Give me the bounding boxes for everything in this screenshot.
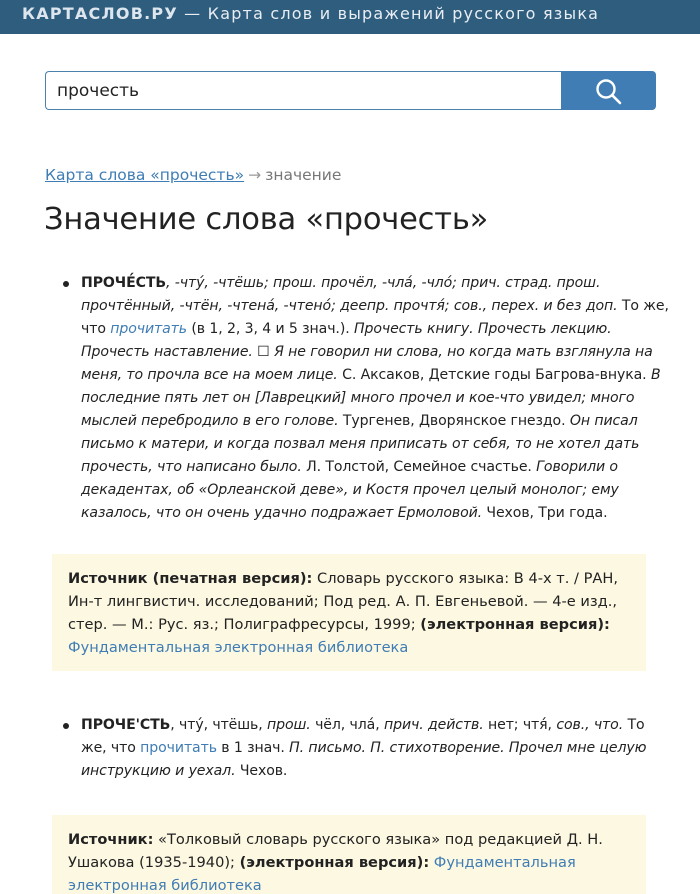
search-bar — [45, 71, 656, 110]
source-box-2 — [52, 815, 646, 894]
top-header — [0, 0, 700, 34]
entry1-author-2: Тургенев, Дворянское гнездо. — [338, 413, 570, 429]
entry1-author-4: Чехов, Три года. — [482, 505, 608, 521]
entry1-same-as: То же, что — [81, 298, 669, 337]
entry1-quote-2: В последние пять лет он [Лаврецкий] много прочел и кое-что увидел; много мыслей перебродило в его голове. — [81, 367, 661, 429]
entry2-forms-1: , чту́, чтёшь, — [170, 717, 268, 733]
entry1-examples: Прочесть книгу. Прочесть лекцию. Прочесть наставление. — [81, 321, 612, 360]
entry1-grammar: прош. прочёл, -чла́, -чло́; прич. страд. прош. прочтённый, -чтён, -чтена́, -чтено́; деепр. прочтя́; сов., перех. и без доп. — [81, 275, 618, 314]
entry2-link-note: в 1 знач. — [216, 740, 290, 756]
entry1-quote-4: Говорили о декадентах, об «Орлеанской деве», и Костя прочел целый монолог; ему казалось, что он очень удачно подражает Ермоловой. — [81, 459, 619, 521]
breadcrumb-current: значение — [265, 166, 342, 184]
search-input[interactable] — [45, 71, 562, 110]
entry2-link-prochitat[interactable]: прочитать — [140, 740, 217, 756]
source1-label-print: Источник (печатная версия): — [68, 570, 313, 587]
entry1-headword: ПРОЧЕ́СТЬ — [81, 275, 167, 291]
entry2-examples: П. письмо. П. стихотворение. Прочел мне целую инструкцию и уехал. — [81, 740, 647, 779]
source2-library-link[interactable]: Фундаментальная электронная библиотека — [68, 854, 576, 894]
site-tagline: — Карта слов и выражений русского языка — [177, 4, 600, 23]
entry1-square: ☐ — [252, 344, 275, 360]
entry1-link-prochitat[interactable]: прочитать — [110, 321, 187, 337]
page-title: Значение слова «прочесть» — [44, 202, 489, 237]
source2-text: «Толковый словарь русского языка» под редакцией Д. Н. Ушакова (1935-1940); — [68, 831, 603, 871]
search-icon — [595, 78, 622, 105]
entry2-past-label: прош. — [267, 717, 311, 733]
definition-entry-1 — [81, 272, 671, 525]
site-brand[interactable] — [22, 4, 599, 23]
entry1-forms: , -чту́, -чтёшь; — [166, 275, 274, 291]
breadcrumb-link-word-map[interactable]: Карта слова «прочесть» — [45, 166, 245, 184]
entry2-same-as: То же, что — [81, 717, 645, 756]
entry2-participle-label: прич. действ. — [383, 717, 484, 733]
source2-label-electronic: (электронная версия): — [239, 854, 430, 871]
entry1-author-1: С. Аксаков, Детские годы Багрова-внука. — [337, 367, 651, 383]
entry2-author: Чехов. — [235, 763, 288, 779]
source2-label: Источник: — [68, 831, 154, 848]
source1-text: Словарь русского языка: В 4-х т. / РАН, Ин-т лингвистич. исследований; Под ред. А. П. Евгеньевой. — 4-е изд., стер. — М.: Рус. яз.; Полиграфресурсы, 1999; — [68, 570, 619, 633]
breadcrumb-arrow: → — [248, 166, 262, 184]
definition-entry-2 — [81, 714, 671, 783]
search-button[interactable] — [561, 71, 656, 110]
source1-library-link[interactable]: Фундаментальная электронная библиотека — [68, 639, 409, 656]
entry2-headword: ПРОЧЕ'СТЬ — [81, 717, 171, 733]
entry1-quote-3: Он писал письмо к матери, и когда позвал меня приписать от себя, то не хотел дать прочесть, что написано было. — [81, 413, 640, 475]
entry1-quote-1: Я не говорил ни слова, но когда мать взглянула на меня, то прочла все на моем лице. — [81, 344, 653, 383]
source-box-1 — [52, 554, 646, 671]
site-name[interactable]: КАРТАСЛОВ.РУ — [22, 4, 178, 23]
entry2-forms-2: чёл, чла́, — [310, 717, 384, 733]
entry2-forms-3: нет; чтя́, — [483, 717, 557, 733]
breadcrumb — [45, 166, 341, 184]
entry2-aspect: сов., что. — [556, 717, 624, 733]
entry1-author-3: Л. Толстой, Семейное счастье. — [301, 459, 537, 475]
entry1-link-note: (в 1, 2, 3, 4 и 5 знач.). — [186, 321, 354, 337]
source1-label-electronic: (электронная версия): — [420, 616, 610, 633]
